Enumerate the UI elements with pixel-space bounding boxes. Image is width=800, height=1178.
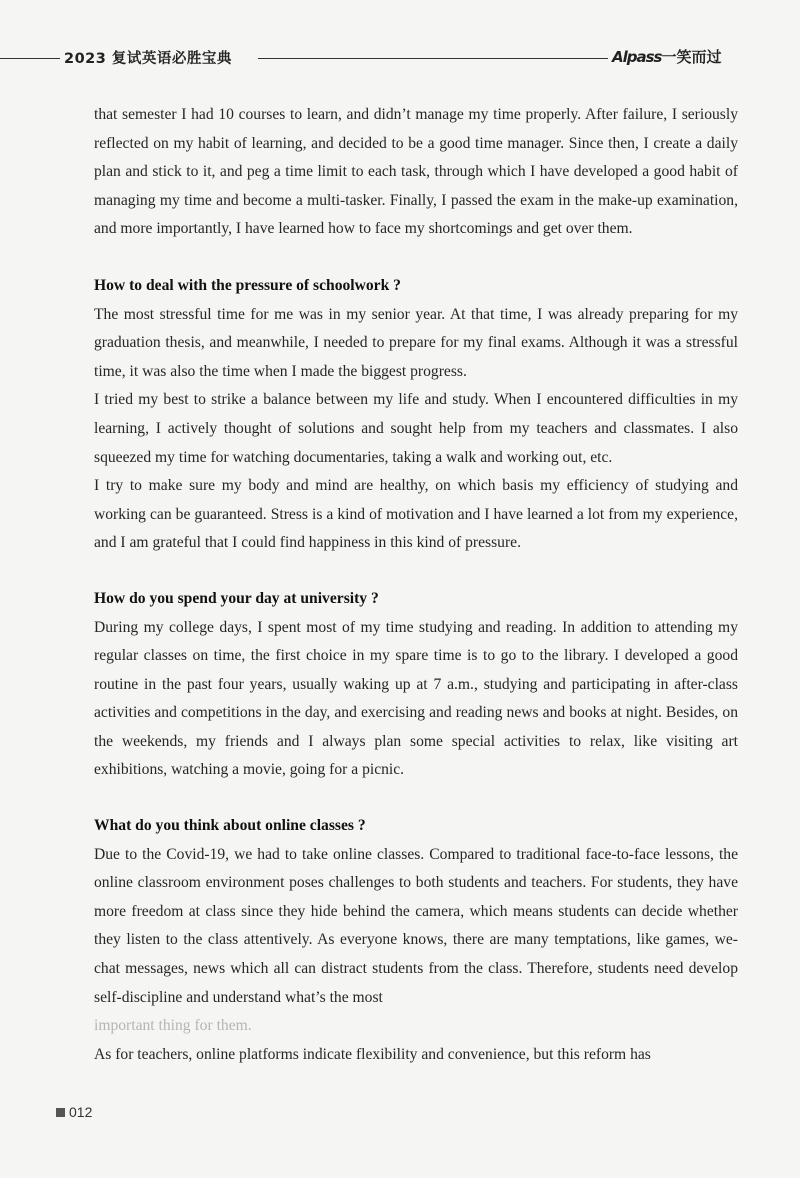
brand-slogan: 一笑而过 xyxy=(661,48,722,66)
faded-text-line: important thing for them. xyxy=(94,1017,252,1035)
body-paragraph: During my college days, I spent most of my time studying and reading. In addition to attending my regular classes on time, the first choice in my spare time is to go to the library. I developed a good routine in the past four years, usually waking up at 7 a.m., studying and participating in after-class activities and competitions in the day, and exercising and reading news and books at night. Besides, on the weekends, my friends and I always plan some special activities to relax, like visiting art exhibitions, watching a movie, going for a picnic. xyxy=(94,618,738,779)
header-rule-middle xyxy=(258,58,608,59)
page-body xyxy=(94,101,738,1069)
section-spacer xyxy=(94,244,738,272)
page-footer xyxy=(56,1104,92,1120)
body-paragraph: I try to make sure my body and mind are healthy, on which basis my efficiency of studying and working can be guaranteed. Stress is a kind of motivation and I have learned a lot from my experience, and I am grateful that I could find happiness in this kind of pressure. xyxy=(94,477,738,552)
section-heading: What do you think about online classes ? xyxy=(94,817,366,835)
section-heading: How to deal with the pressure of schoolwork ? xyxy=(94,276,401,294)
brand-logo: Alpass xyxy=(612,48,662,66)
body-paragraph: The most stressful time for me was in my senior year. At that time, I was already preparing for my graduation thesis, and meanwhile, I needed to prepare for my final exams. Although it was a stressful time, it was also the time when I made the biggest progress. xyxy=(94,305,738,380)
header-rule-left xyxy=(0,58,60,59)
body-paragraph: As for teachers, online platforms indicate flexibility and convenience, but this reform has xyxy=(94,1045,651,1063)
section-spacer xyxy=(94,785,738,812)
section-spacer xyxy=(94,558,738,585)
book-title: 2023 复试英语必胜宝典 xyxy=(64,51,232,67)
section-heading: How do you spend your day at university ? xyxy=(94,589,379,607)
body-paragraph: Due to the Covid-19, we had to take online classes. Compared to traditional face-to-face lessons, the online classroom environment poses challenges to both students and teachers. For students, they have more freedom at class since they hide behind the camera, which means students can decide whether they listen to the class attentively. As everyone knows, there are many temptations, like games, we-chat messages, news which all can distract students from the class. Therefore, students need develop self-discipline and understand what’s the most xyxy=(94,845,738,1006)
body-paragraph: that semester I had 10 courses to learn, and didn’t manage my time properly. After failure, I seriously reflected on my habit of learning, and decided to be a good time manager. Since then, I create a daily plan and stick to it, and peg a time limit to each task, through which I have developed a good habit of managing my time and become a multi-tasker. Finally, I passed the exam in the make-up examination, and more importantly, I have learned how to face my shortcomings and get over them. xyxy=(94,106,738,238)
square-bullet-icon xyxy=(56,1108,65,1117)
running-header xyxy=(0,44,800,74)
page-number: 012 xyxy=(69,1104,93,1120)
body-paragraph: I tried my best to strike a balance between my life and study. When I encountered difficulties in my learning, I actively thought of solutions and sought help from my teachers and classmates. I also squeezed my time for watching documentaries, taking a walk and working out, etc. xyxy=(94,391,738,466)
brand-mark xyxy=(612,46,721,67)
